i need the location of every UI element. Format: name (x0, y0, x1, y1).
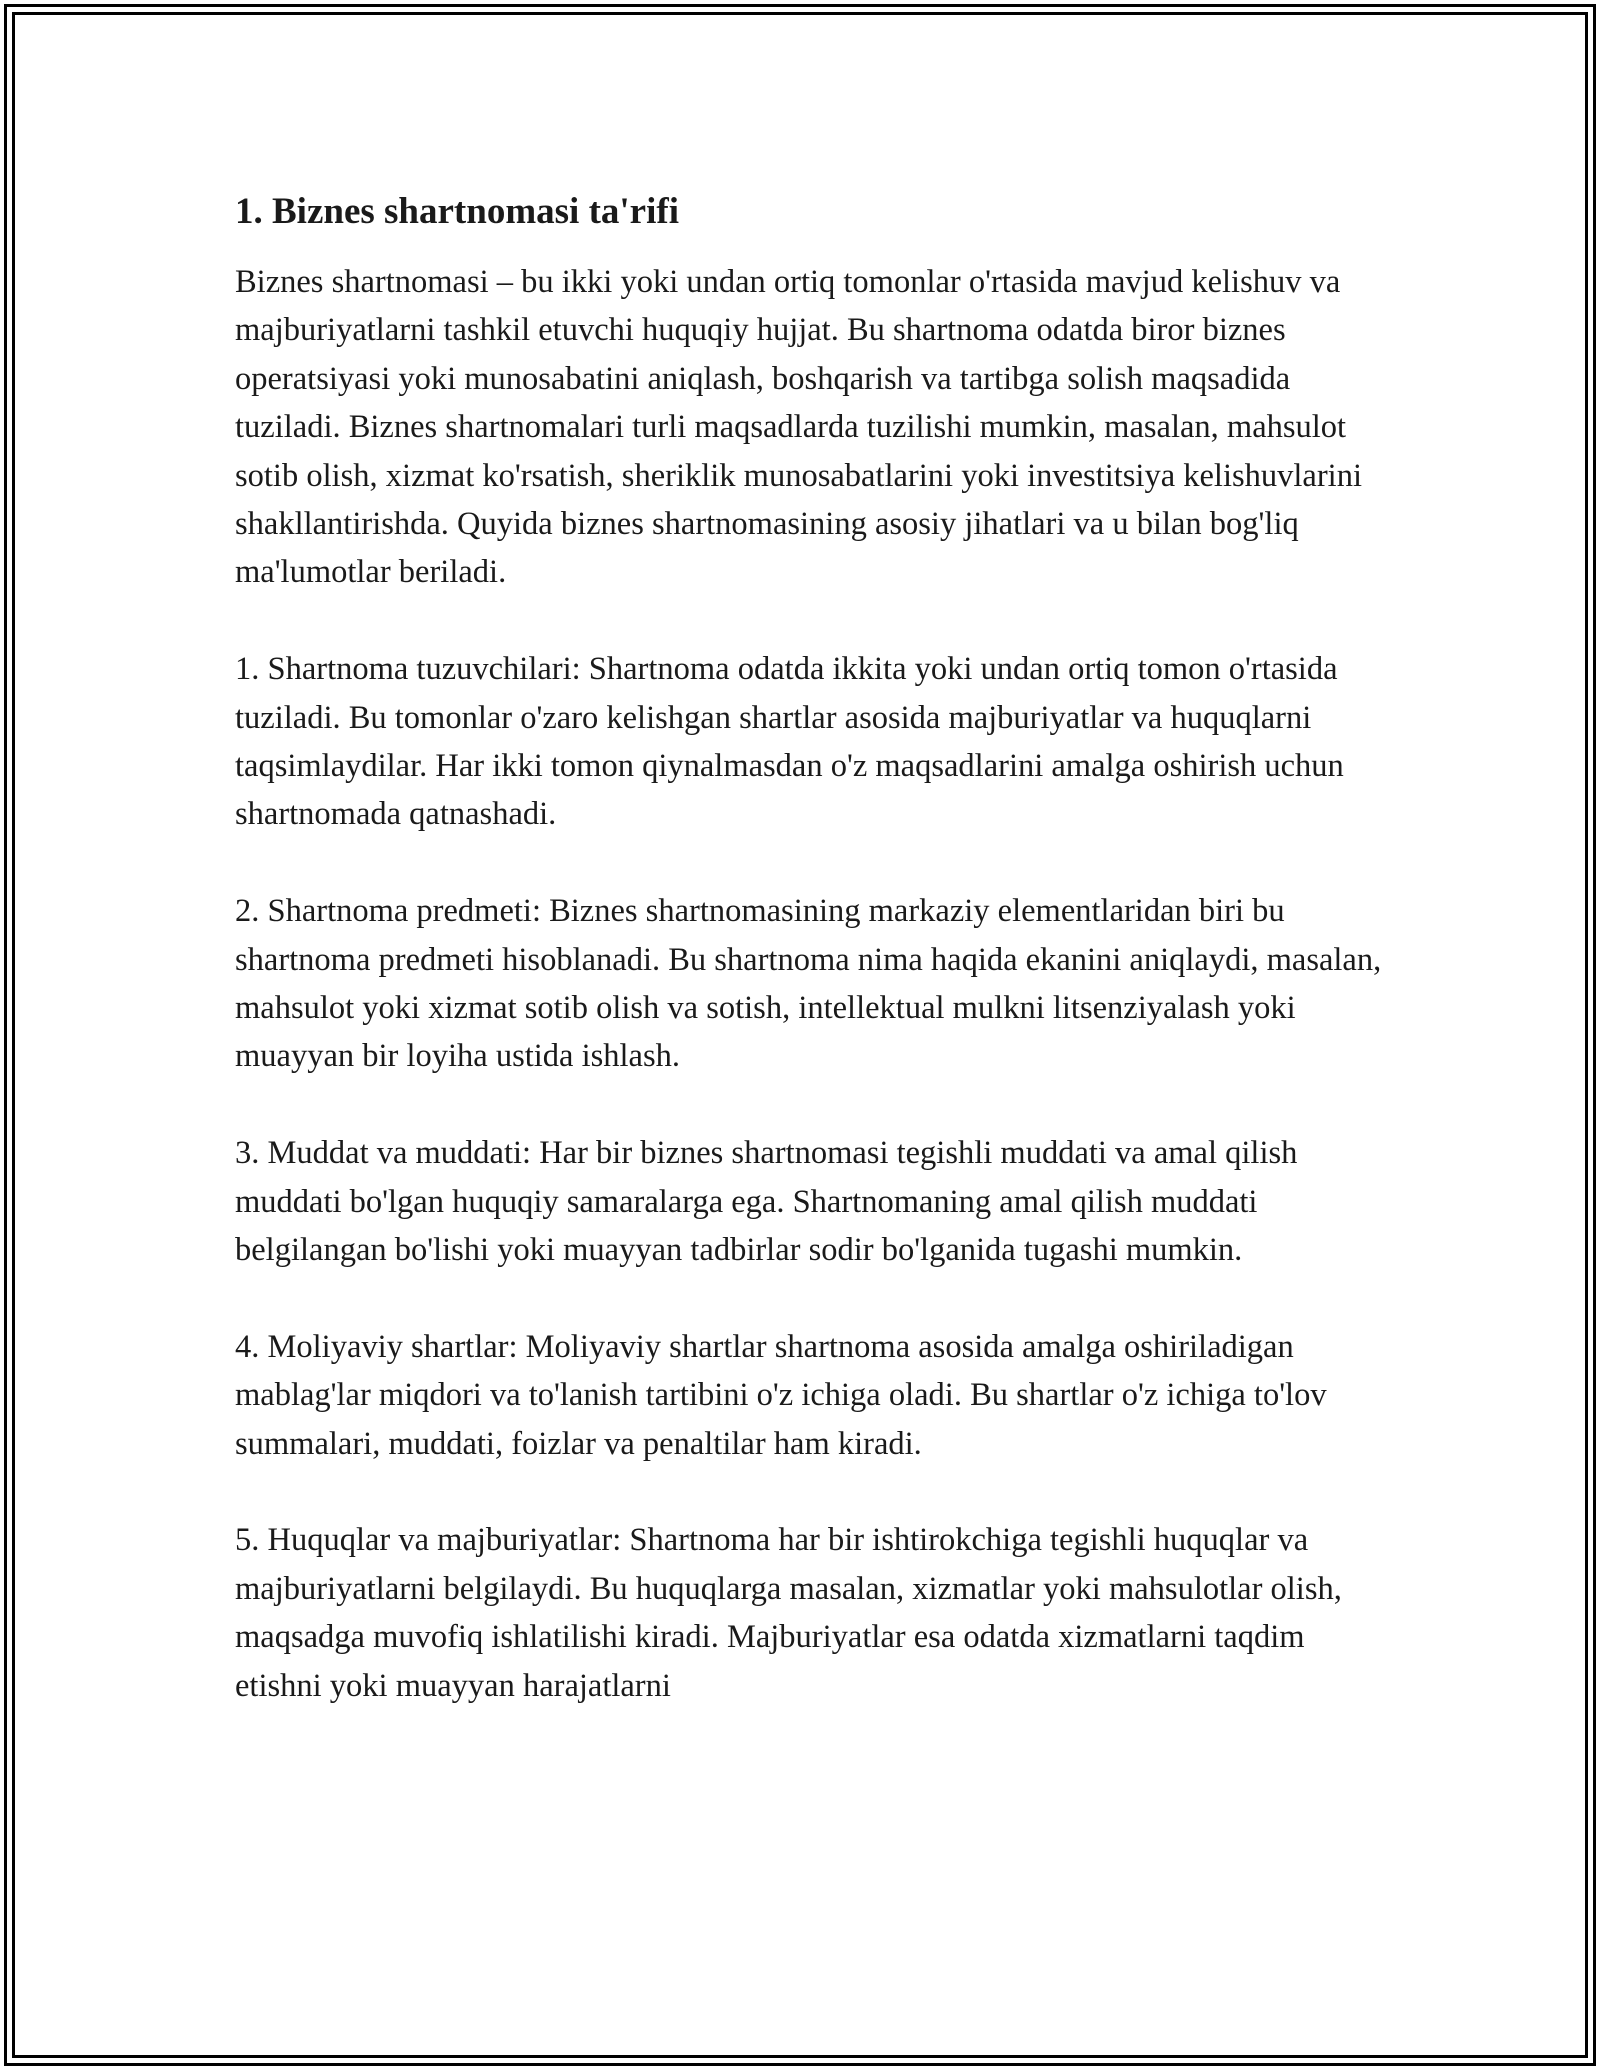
paragraph-term-duration: 3. Muddat va muddati: Har bir biznes shartnomasi tegishli muddati va amal qilish muddati bo'lgan huquqiy samaralarga ega. Shartnomaning amal qilish muddati belgilangan bo'lishi yoki muayyan tadbirlar sodir bo'lganida tugashi mumkin. (235, 1135, 1298, 1269)
paragraph-contract-parties: 1. Shartnoma tuzuvchilari: Shartnoma odatda ikkita yoki undan ortiq tomon o'rtasida tuziladi. Bu tomonlar o'zaro kelishgan shartlar asosida majburiyatlar va huquqlarni taqsimlaydilar. Har ikki tomon qiynalmasdan o'z maqsadlarini amalga oshirish uchun shartnomada qatnashadi. (235, 651, 1344, 833)
section-heading: 1. Biznes shartnomasi ta'rifi (235, 191, 679, 232)
intro-paragraph: Biznes shartnomasi – bu ikki yoki undan ortiq tomonlar o'rtasida mavjud kelishuv va majburiyatlarni tashkil etuvchi huquqiy hujjat. Bu shartnoma odatda biror biznes operatsiyasi yoki munosabatini aniqlash, boshqarish va tartibga solish maqsadida tuziladi. Biznes shartnomalari turli maqsadlarda tuzilishi mumkin, masalan, mahsulot sotib olish, xizmat ko'rsatish, sheriklik munosabatlarini yoki investitsiya kelishuvlarini shakllantirishda. Quyida biznes shartnomasining asosiy jihatlari va u bilan bog'liq ma'lumotlar beriladi. (235, 264, 1362, 591)
paragraph-rights-obligations: 5. Huquqlar va majburiyatlar: Shartnoma har bir ishtirokchiga tegishli huquqlar va majburiyatlarni belgilaydi. Bu huquqlarga masalan, xizmatlar yoki mahsulotlar olish, maqsadga muvofiq ishlatilishi kiradi. Majburiyatlar esa odatda xizmatlarni taqdim etishni yoki muayyan harajatlarni (235, 1522, 1342, 1704)
paragraph-financial-terms: 4. Moliyaviy shartlar: Moliyaviy shartlar shartnoma asosida amalga oshiriladigan mablag'lar miqdori va to'lanish tartibini o'z ichiga oladi. Bu shartlar o'z ichiga to'lov summalari, muddati, foizlar va penaltilar ham kiradi. (235, 1328, 1327, 1462)
paragraph-contract-subject: 2. Shartnoma predmeti: Biznes shartnomasining markaziy elementlaridan biri bu shartnoma predmeti hisoblanadi. Bu shartnoma nima haqida ekanini aniqlaydi, masalan, mahsulot yoki xizmat sotib olish va sotish, intellektual mulkni litsenziyalash yoki muayyan bir loyiha ustida ishlash. (235, 893, 1382, 1075)
document-content (235, 188, 1395, 1759)
